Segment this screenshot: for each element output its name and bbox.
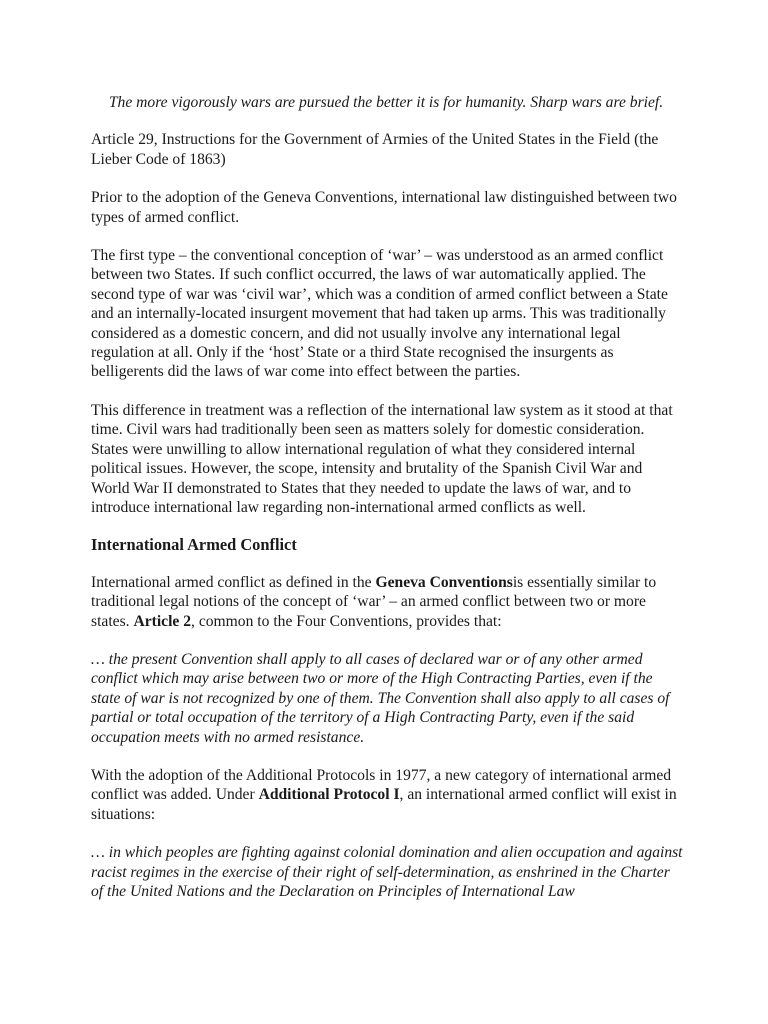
epigraph: The more vigorously wars are pursued the better it is for humanity. Sharp wars are brief.: [108, 94, 664, 111]
citation: Article 29, Instructions for the Government of Armies of the United States in the Field (the Lieber Code of 1863): [91, 131, 659, 168]
iac-text-3: , common to the Four Conventions, provides that:: [191, 612, 502, 630]
iac-text-2: is essentially similar to traditional legal notions of the concept of ‘war’ – an armed conflict between two or more states.: [91, 573, 657, 630]
protocols-text-1: With the adoption of the Additional Protocols in 1977, a new category of international armed conflict was added. Under: [91, 766, 672, 804]
iac-text-1: International armed conflict as defined in the: [91, 573, 376, 591]
section-heading-international-armed-conflict: International Armed Conflict: [91, 535, 297, 555]
paragraph-additional-protocols: [91, 766, 683, 824]
paragraph-iac-definition: [91, 573, 683, 631]
protocols-text-2: , an international armed conflict will exist in situations:: [91, 786, 677, 823]
quote-additional-protocol-i: … in which peoples are fighting against colonial domination and alien occupation and against racist regimes in the exercise of their right of self-determination, as enshrined in the Charter of the United Nations and the Declaration on Principles of International Law: [91, 844, 683, 900]
geneva-conventions-term: Geneva Conventions: [375, 573, 513, 591]
article-2-term: Article 2: [133, 612, 192, 630]
paragraph-first-type: The first type – the conventional conception of ‘war’ – was understood as an armed conflict between two States. If such conflict occurred, the laws of war automatically applied. The second type of war was ‘civil war’, which was a condition of armed conflict between a State and an internally-located insurgent movement that had taken up arms. This was traditionally considered as a domestic concern, and did not usually involve any international legal regulation at all. Only if the ‘host’ State or a third State recognised the insurgents as belligerents did the laws of war come into effect between the parties.: [91, 247, 668, 381]
additional-protocol-i-term: Additional Protocol I: [258, 786, 400, 804]
document-body: [91, 93, 683, 920]
paragraph-difference: This difference in treatment was a reflection of the international law system as it stood at that time. Civil wars had traditionally been seen as matters solely for domestic consideration. States were unwilling to allow international regulation of what they considered internal political issues. However, the scope, intensity and brutality of the Spanish Civil War and World War II demonstrated to States that they needed to update the laws of war, and to introduce international law regarding non-international armed conflicts as well.: [91, 401, 673, 516]
quote-article-2: … the present Convention shall apply to all cases of declared war or of any other armed conflict which may arise between two or more of the High Contracting Parties, even if the state of war is not recognized by one of them. The Convention shall also apply to all cases of partial or total occupation of the territory of a High Contracting Party, even if the said occupation meets with no armed resistance.: [91, 650, 670, 746]
paragraph-intro: Prior to the adoption of the Geneva Conventions, international law distinguished between two types of armed conflict.: [91, 189, 677, 226]
